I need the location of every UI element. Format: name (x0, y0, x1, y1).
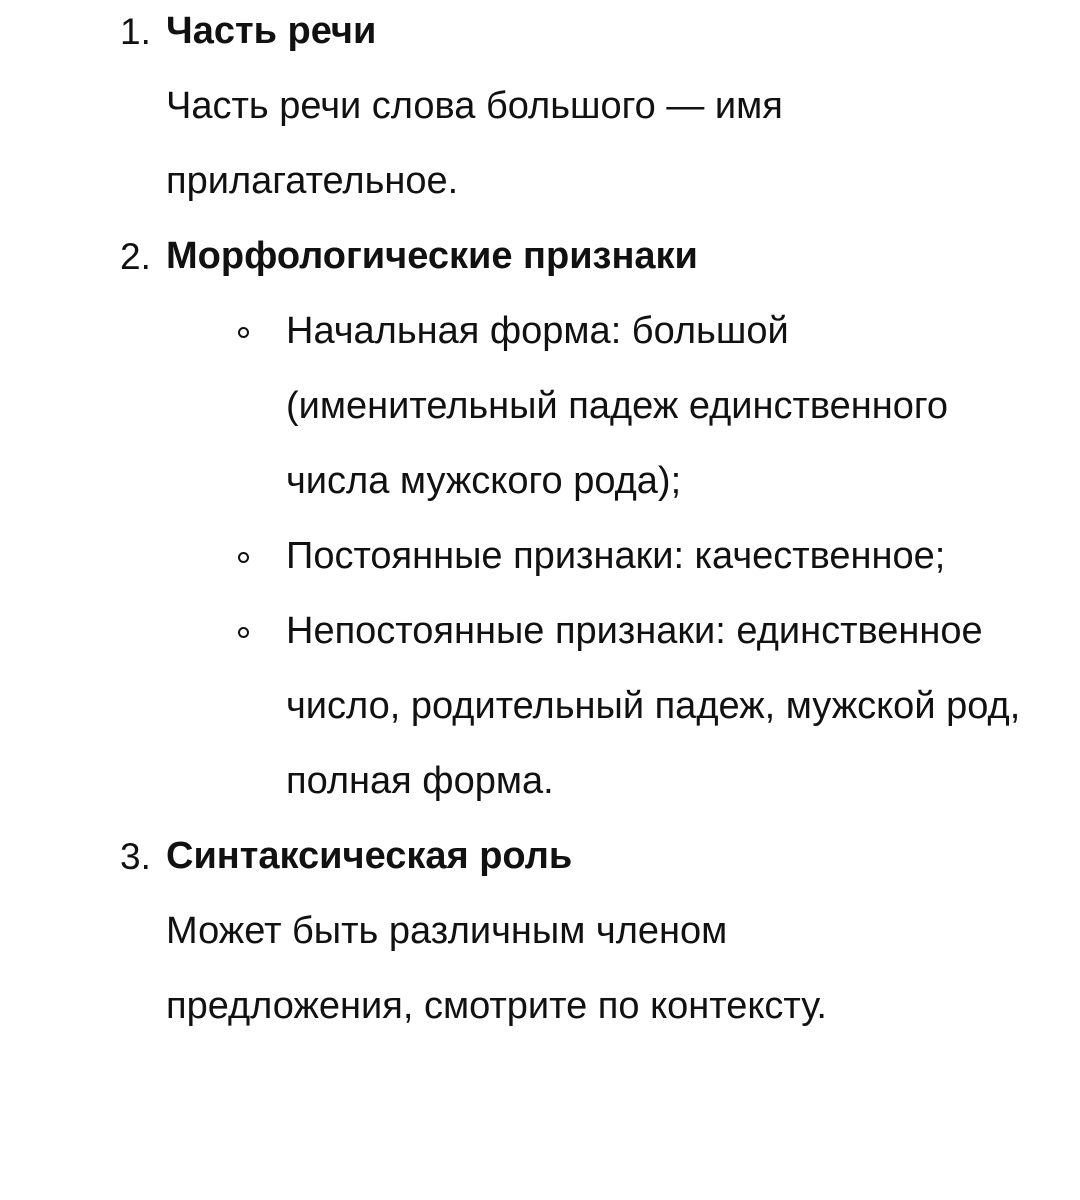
section-heading: Синтаксическая роль (166, 835, 573, 877)
section-morphological-features (0, 219, 1080, 819)
feature-initial-form (166, 294, 1026, 519)
feature-text: Непостоянные признаки: единственное число, родительный падеж, мужской род, полная форма. (286, 610, 1021, 802)
section-syntactic-role (0, 819, 1080, 1044)
circle-bullet-icon (238, 627, 249, 638)
section-part-of-speech (0, 0, 1080, 219)
section-number: 2. (120, 236, 151, 277)
feature-text: Постоянные признаки: качественное; (286, 535, 946, 577)
section-text: Часть речи слова большого — имя прилагательное. (166, 85, 783, 202)
section-heading: Морфологические признаки (166, 235, 698, 277)
section-text: Может быть различным членом предложения, смотрите по контексту. (166, 910, 827, 1027)
section-number: 1. (120, 11, 151, 52)
section-heading: Часть речи (166, 10, 377, 52)
circle-bullet-icon (238, 327, 249, 338)
circle-bullet-icon (238, 552, 249, 563)
features-list (0, 294, 1040, 819)
feature-constant (166, 519, 1026, 594)
feature-variable (166, 594, 1026, 819)
section-number: 3. (120, 836, 151, 877)
feature-text: Начальная форма: большой (именительный падеж единственного числа мужского рода); (286, 310, 949, 502)
